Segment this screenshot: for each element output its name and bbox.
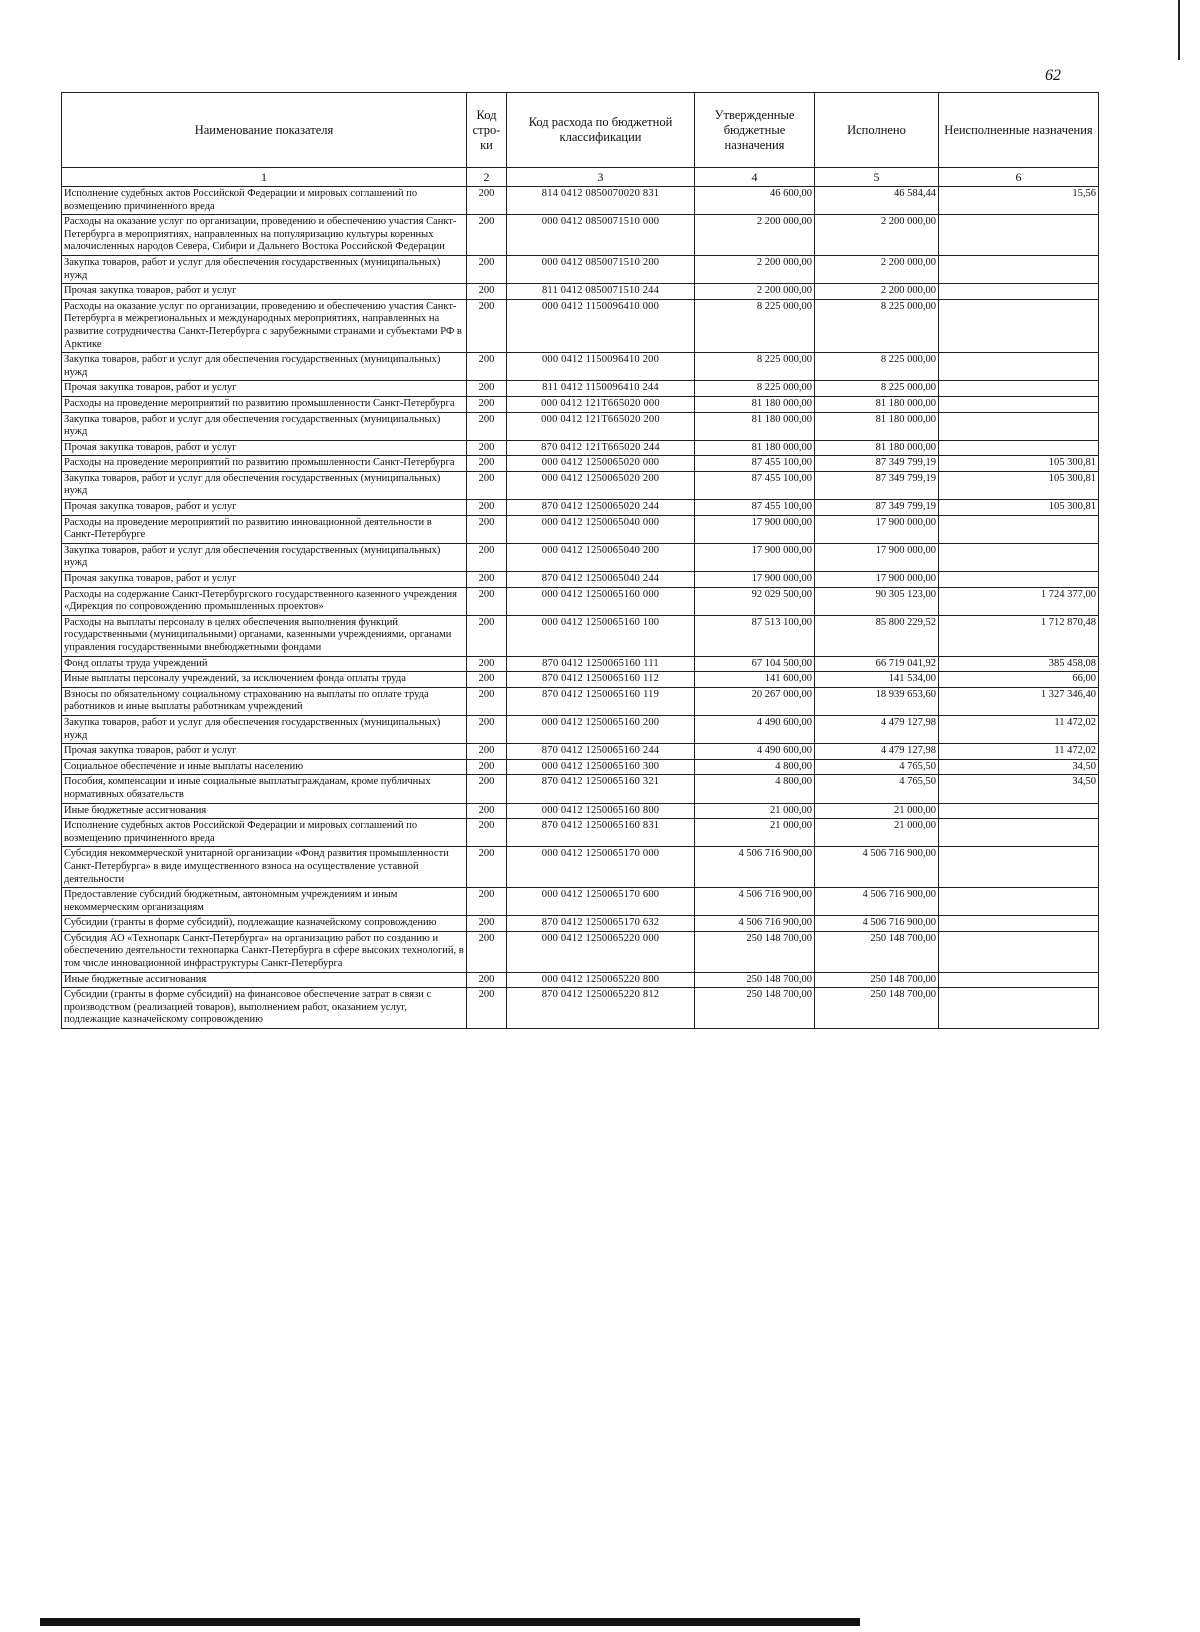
- line-code-cell: 200: [467, 543, 507, 571]
- table-row: [62, 672, 1099, 688]
- indicator-name-cell: Взносы по обязательному социальному страхованию на выплаты по оплате труда работников и иные выплаты работникам учреждений: [62, 687, 467, 715]
- approved-cell: 2 200 000,00: [695, 215, 815, 256]
- executed-cell: 87 349 799,19: [815, 500, 939, 516]
- indicator-name-cell: Закупка товаров, работ и услуг для обеспечения государственных (муниципальных) нужд: [62, 715, 467, 743]
- table-row: [62, 456, 1099, 472]
- approved-cell: 81 180 000,00: [695, 412, 815, 440]
- approved-cell: 4 800,00: [695, 759, 815, 775]
- table-row: [62, 440, 1099, 456]
- approved-cell: 17 900 000,00: [695, 572, 815, 588]
- unexecuted-cell: [939, 543, 1099, 571]
- line-code-cell: 200: [467, 396, 507, 412]
- expense-code-cell: 811 0412 0850071510 244: [507, 284, 695, 300]
- expense-code-cell: 000 0412 1250065160 000: [507, 587, 695, 615]
- header-unexecuted: Неисполненные назначения: [939, 93, 1099, 168]
- column-number: 3: [507, 168, 695, 187]
- table-row: [62, 299, 1099, 352]
- approved-cell: 17 900 000,00: [695, 515, 815, 543]
- approved-cell: 87 455 100,00: [695, 456, 815, 472]
- header-row: [62, 93, 1099, 168]
- table-row: [62, 255, 1099, 283]
- line-code-cell: 200: [467, 572, 507, 588]
- unexecuted-cell: [939, 888, 1099, 916]
- line-code-cell: 200: [467, 759, 507, 775]
- line-code-cell: 200: [467, 381, 507, 397]
- expense-code-cell: 814 0412 0850070020 831: [507, 187, 695, 215]
- table-row: [62, 396, 1099, 412]
- approved-cell: 4 490 600,00: [695, 744, 815, 760]
- executed-cell: 21 000,00: [815, 819, 939, 847]
- table-row: [62, 819, 1099, 847]
- expense-code-cell: 000 0412 1250065170 000: [507, 847, 695, 888]
- line-code-cell: 200: [467, 988, 507, 1029]
- approved-cell: 87 455 100,00: [695, 471, 815, 499]
- table-row: [62, 515, 1099, 543]
- unexecuted-cell: [939, 381, 1099, 397]
- expense-code-cell: 000 0412 1250065040 000: [507, 515, 695, 543]
- header-approved: Утвержденные бюджетные назначения: [695, 93, 815, 168]
- approved-cell: 2 200 000,00: [695, 255, 815, 283]
- table-row: [62, 916, 1099, 932]
- line-code-cell: 200: [467, 744, 507, 760]
- indicator-name-cell: Закупка товаров, работ и услуг для обеспечения государственных (муниципальных) нужд: [62, 353, 467, 381]
- executed-cell: 8 225 000,00: [815, 381, 939, 397]
- line-code-cell: 200: [467, 715, 507, 743]
- expense-code-cell: 870 0412 1250065160 119: [507, 687, 695, 715]
- unexecuted-cell: 15,56: [939, 187, 1099, 215]
- approved-cell: 81 180 000,00: [695, 396, 815, 412]
- expense-code-cell: 870 0412 1250065160 321: [507, 775, 695, 803]
- indicator-name-cell: Фонд оплаты труда учреждений: [62, 656, 467, 672]
- executed-cell: 4 506 716 900,00: [815, 916, 939, 932]
- expense-code-cell: 000 0412 1150096410 000: [507, 299, 695, 352]
- header-line-code: Код стро- ки: [467, 93, 507, 168]
- approved-cell: 20 267 000,00: [695, 687, 815, 715]
- table-row: [62, 972, 1099, 988]
- indicator-name-cell: Иные выплаты персоналу учреждений, за исключением фонда оплаты труда: [62, 672, 467, 688]
- expense-code-cell: 870 0412 1250065160 112: [507, 672, 695, 688]
- unexecuted-cell: 385 458,08: [939, 656, 1099, 672]
- unexecuted-cell: [939, 988, 1099, 1029]
- executed-cell: 87 349 799,19: [815, 456, 939, 472]
- expense-code-cell: 000 0412 1250065020 200: [507, 471, 695, 499]
- table-row: [62, 759, 1099, 775]
- indicator-name-cell: Иные бюджетные ассигнования: [62, 972, 467, 988]
- approved-cell: 87 455 100,00: [695, 500, 815, 516]
- expense-code-cell: 000 0412 1250065160 200: [507, 715, 695, 743]
- executed-cell: 90 305 123,00: [815, 587, 939, 615]
- executed-cell: 17 900 000,00: [815, 543, 939, 571]
- approved-cell: 17 900 000,00: [695, 543, 815, 571]
- table-row: [62, 381, 1099, 397]
- table-row: [62, 353, 1099, 381]
- line-code-cell: 200: [467, 803, 507, 819]
- line-code-cell: 200: [467, 284, 507, 300]
- expense-code-cell: 000 0412 1250065020 000: [507, 456, 695, 472]
- unexecuted-cell: 105 300,81: [939, 471, 1099, 499]
- executed-cell: 8 225 000,00: [815, 299, 939, 352]
- executed-cell: 17 900 000,00: [815, 515, 939, 543]
- indicator-name-cell: Субсидия некоммерческой унитарной организации «Фонд развития промышленности Санкт-Петербурга» в виде имущественного взноса на осуществление уставной деятельности: [62, 847, 467, 888]
- column-number: 6: [939, 168, 1099, 187]
- expense-code-cell: 000 0412 0850071510 200: [507, 255, 695, 283]
- unexecuted-cell: [939, 972, 1099, 988]
- executed-cell: 81 180 000,00: [815, 440, 939, 456]
- table-row: [62, 471, 1099, 499]
- table-row: [62, 988, 1099, 1029]
- line-code-cell: 200: [467, 916, 507, 932]
- indicator-name-cell: Субсидии (гранты в форме субсидий) на финансовое обеспечение затрат в связи с производством (реализацией товаров), выполнением работ, оказанием услуг, подлежащие казначейскому сопровождению: [62, 988, 467, 1029]
- expense-code-cell: 000 0412 1250065220 800: [507, 972, 695, 988]
- unexecuted-cell: 105 300,81: [939, 500, 1099, 516]
- executed-cell: 46 584,44: [815, 187, 939, 215]
- indicator-name-cell: Расходы на содержание Санкт-Петербургского государственного казенного учреждения «Дирекция по сопровождению промышленных проектов»: [62, 587, 467, 615]
- unexecuted-cell: [939, 396, 1099, 412]
- table-row: [62, 656, 1099, 672]
- executed-cell: 18 939 653,60: [815, 687, 939, 715]
- line-code-cell: 200: [467, 515, 507, 543]
- approved-cell: 4 506 716 900,00: [695, 847, 815, 888]
- indicator-name-cell: Расходы на оказание услуг по организации, проведению и обеспечению участия Санкт-Петербурга в мероприятиях, направленных на популяризацию культуры коренных малочисленных народов Севера, Сибири и Дальнего Востока Российской Федерации: [62, 215, 467, 256]
- approved-cell: 4 506 716 900,00: [695, 888, 815, 916]
- table-row: [62, 500, 1099, 516]
- unexecuted-cell: [939, 215, 1099, 256]
- expense-code-cell: 000 0412 1250065040 200: [507, 543, 695, 571]
- indicator-name-cell: Расходы на оказание услуг по организации, проведению и обеспечению участия Санкт-Петербурга в межрегиональных и международных мероприятиях, направленных на развитие сотрудничества Санкт-Петербурга с зарубежными странами и субъектами РФ в Арктике: [62, 299, 467, 352]
- column-number-row: [62, 168, 1099, 187]
- unexecuted-cell: [939, 931, 1099, 972]
- table-row: [62, 775, 1099, 803]
- line-code-cell: 200: [467, 412, 507, 440]
- table-row: [62, 587, 1099, 615]
- expense-code-cell: 870 0412 1250065040 244: [507, 572, 695, 588]
- approved-cell: 46 600,00: [695, 187, 815, 215]
- expense-code-cell: 000 0412 1250065160 100: [507, 615, 695, 656]
- approved-cell: 8 225 000,00: [695, 353, 815, 381]
- header-indicator-name: Наименование показателя: [62, 93, 467, 168]
- unexecuted-cell: [939, 515, 1099, 543]
- indicator-name-cell: Прочая закупка товаров, работ и услуг: [62, 500, 467, 516]
- line-code-cell: 200: [467, 847, 507, 888]
- indicator-name-cell: Исполнение судебных актов Российской Федерации и мировых соглашений по возмещению причиненного вреда: [62, 819, 467, 847]
- executed-cell: 250 148 700,00: [815, 988, 939, 1029]
- table-body: [62, 187, 1099, 1029]
- expense-code-cell: 000 0412 121Т665020 000: [507, 396, 695, 412]
- unexecuted-cell: [939, 353, 1099, 381]
- indicator-name-cell: Прочая закупка товаров, работ и услуг: [62, 440, 467, 456]
- unexecuted-cell: [939, 299, 1099, 352]
- indicator-name-cell: Социальное обеспечение и иные выплаты населению: [62, 759, 467, 775]
- unexecuted-cell: [939, 847, 1099, 888]
- expense-code-cell: 870 0412 1250065220 812: [507, 988, 695, 1029]
- approved-cell: 141 600,00: [695, 672, 815, 688]
- table-row: [62, 615, 1099, 656]
- budget-execution-table: [61, 92, 1099, 1029]
- executed-cell: 85 800 229,52: [815, 615, 939, 656]
- line-code-cell: 200: [467, 775, 507, 803]
- expense-code-cell: 000 0412 1250065170 600: [507, 888, 695, 916]
- line-code-cell: 200: [467, 440, 507, 456]
- expense-code-cell: 870 0412 1250065160 244: [507, 744, 695, 760]
- unexecuted-cell: [939, 819, 1099, 847]
- approved-cell: 67 104 500,00: [695, 656, 815, 672]
- column-number: 1: [62, 168, 467, 187]
- unexecuted-cell: 34,50: [939, 775, 1099, 803]
- executed-cell: 17 900 000,00: [815, 572, 939, 588]
- unexecuted-cell: [939, 916, 1099, 932]
- approved-cell: 2 200 000,00: [695, 284, 815, 300]
- indicator-name-cell: Закупка товаров, работ и услуг для обеспечения государственных (муниципальных) нужд: [62, 471, 467, 499]
- approved-cell: 92 029 500,00: [695, 587, 815, 615]
- unexecuted-cell: [939, 412, 1099, 440]
- table-row: [62, 888, 1099, 916]
- scan-bottom-bar: [40, 1618, 860, 1626]
- executed-cell: 2 200 000,00: [815, 215, 939, 256]
- executed-cell: 4 479 127,98: [815, 744, 939, 760]
- line-code-cell: 200: [467, 255, 507, 283]
- column-number: 5: [815, 168, 939, 187]
- expense-code-cell: 000 0412 1250065160 800: [507, 803, 695, 819]
- table-row: [62, 412, 1099, 440]
- unexecuted-cell: [939, 572, 1099, 588]
- unexecuted-cell: 34,50: [939, 759, 1099, 775]
- line-code-cell: 200: [467, 615, 507, 656]
- indicator-name-cell: Прочая закупка товаров, работ и услуг: [62, 744, 467, 760]
- indicator-name-cell: Закупка товаров, работ и услуг для обеспечения государственных (муниципальных) нужд: [62, 543, 467, 571]
- approved-cell: 87 513 100,00: [695, 615, 815, 656]
- expense-code-cell: 000 0412 1250065160 300: [507, 759, 695, 775]
- expense-code-cell: 870 0412 1250065160 831: [507, 819, 695, 847]
- indicator-name-cell: Расходы на проведение мероприятий по развитию промышленности Санкт-Петербурга: [62, 396, 467, 412]
- table-row: [62, 215, 1099, 256]
- executed-cell: 4 765,50: [815, 775, 939, 803]
- executed-cell: 4 506 716 900,00: [815, 888, 939, 916]
- executed-cell: 4 506 716 900,00: [815, 847, 939, 888]
- approved-cell: 250 148 700,00: [695, 972, 815, 988]
- line-code-cell: 200: [467, 500, 507, 516]
- indicator-name-cell: Исполнение судебных актов Российской Федерации и мировых соглашений по возмещению причиненного вреда: [62, 187, 467, 215]
- approved-cell: 250 148 700,00: [695, 988, 815, 1029]
- indicator-name-cell: Субсидия АО «Технопарк Санкт-Петербурга» на организацию работ по созданию и обеспечению деятельности технопарка Санкт-Петербурга в сфере высоких технологий, в том числе инновационной инфраструктуры Санкт-Петербурга: [62, 931, 467, 972]
- executed-cell: 66 719 041,92: [815, 656, 939, 672]
- line-code-cell: 200: [467, 456, 507, 472]
- line-code-cell: 200: [467, 819, 507, 847]
- approved-cell: 4 506 716 900,00: [695, 916, 815, 932]
- line-code-cell: 200: [467, 353, 507, 381]
- table-row: [62, 572, 1099, 588]
- table-row: [62, 687, 1099, 715]
- scan-edge-line: [1178, 0, 1180, 60]
- unexecuted-cell: 105 300,81: [939, 456, 1099, 472]
- line-code-cell: 200: [467, 672, 507, 688]
- table-row: [62, 931, 1099, 972]
- table-row: [62, 715, 1099, 743]
- indicator-name-cell: Прочая закупка товаров, работ и услуг: [62, 284, 467, 300]
- indicator-name-cell: Закупка товаров, работ и услуг для обеспечения государственных (муниципальных) нужд: [62, 412, 467, 440]
- indicator-name-cell: Расходы на выплаты персоналу в целях обеспечения выполнения функций государственными (муниципальными) органами, казенными учреждениями, органами управления государственными внебюджетными фондами: [62, 615, 467, 656]
- executed-cell: 8 225 000,00: [815, 353, 939, 381]
- expense-code-cell: 000 0412 0850071510 000: [507, 215, 695, 256]
- table-row: [62, 744, 1099, 760]
- approved-cell: 21 000,00: [695, 819, 815, 847]
- unexecuted-cell: [939, 255, 1099, 283]
- indicator-name-cell: Прочая закупка товаров, работ и услуг: [62, 381, 467, 397]
- unexecuted-cell: [939, 440, 1099, 456]
- executed-cell: 4 765,50: [815, 759, 939, 775]
- approved-cell: 4 490 600,00: [695, 715, 815, 743]
- executed-cell: 141 534,00: [815, 672, 939, 688]
- expense-code-cell: 870 0412 1250065020 244: [507, 500, 695, 516]
- expense-code-cell: 000 0412 121Т665020 200: [507, 412, 695, 440]
- line-code-cell: 200: [467, 687, 507, 715]
- expense-code-cell: 000 0412 1250065220 000: [507, 931, 695, 972]
- indicator-name-cell: Иные бюджетные ассигнования: [62, 803, 467, 819]
- line-code-cell: 200: [467, 656, 507, 672]
- approved-cell: 81 180 000,00: [695, 440, 815, 456]
- unexecuted-cell: 11 472,02: [939, 744, 1099, 760]
- header-executed: Исполнено: [815, 93, 939, 168]
- executed-cell: 81 180 000,00: [815, 396, 939, 412]
- indicator-name-cell: Предоставление субсидий бюджетным, автономным учреждениям и иным некоммерческим организациям: [62, 888, 467, 916]
- indicator-name-cell: Расходы на проведение мероприятий по развитию инновационной деятельности в Санкт-Петербурге: [62, 515, 467, 543]
- column-number: 4: [695, 168, 815, 187]
- table-row: [62, 187, 1099, 215]
- expense-code-cell: 870 0412 121Т665020 244: [507, 440, 695, 456]
- executed-cell: 250 148 700,00: [815, 931, 939, 972]
- unexecuted-cell: 66,00: [939, 672, 1099, 688]
- line-code-cell: 200: [467, 931, 507, 972]
- approved-cell: 8 225 000,00: [695, 381, 815, 397]
- expense-code-cell: 870 0412 1250065170 632: [507, 916, 695, 932]
- approved-cell: 4 800,00: [695, 775, 815, 803]
- executed-cell: 87 349 799,19: [815, 471, 939, 499]
- expense-code-cell: 811 0412 1150096410 244: [507, 381, 695, 397]
- table-row: [62, 284, 1099, 300]
- line-code-cell: 200: [467, 972, 507, 988]
- table-row: [62, 847, 1099, 888]
- executed-cell: 2 200 000,00: [815, 255, 939, 283]
- expense-code-cell: 000 0412 1150096410 200: [507, 353, 695, 381]
- indicator-name-cell: Субсидии (гранты в форме субсидий), подлежащие казначейскому сопровождению: [62, 916, 467, 932]
- approved-cell: 21 000,00: [695, 803, 815, 819]
- executed-cell: 2 200 000,00: [815, 284, 939, 300]
- unexecuted-cell: 11 472,02: [939, 715, 1099, 743]
- table-row: [62, 543, 1099, 571]
- executed-cell: 81 180 000,00: [815, 412, 939, 440]
- unexecuted-cell: 1 724 377,00: [939, 587, 1099, 615]
- line-code-cell: 200: [467, 587, 507, 615]
- executed-cell: 21 000,00: [815, 803, 939, 819]
- unexecuted-cell: [939, 803, 1099, 819]
- approved-cell: 250 148 700,00: [695, 931, 815, 972]
- line-code-cell: 200: [467, 471, 507, 499]
- indicator-name-cell: Прочая закупка товаров, работ и услуг: [62, 572, 467, 588]
- executed-cell: 4 479 127,98: [815, 715, 939, 743]
- column-number: 2: [467, 168, 507, 187]
- executed-cell: 250 148 700,00: [815, 972, 939, 988]
- unexecuted-cell: 1 712 870,48: [939, 615, 1099, 656]
- unexecuted-cell: 1 327 346,40: [939, 687, 1099, 715]
- unexecuted-cell: [939, 284, 1099, 300]
- line-code-cell: 200: [467, 888, 507, 916]
- indicator-name-cell: Пособия, компенсации и иные социальные выплатыгражданам, кроме публичных нормативных обязательств: [62, 775, 467, 803]
- header-expense-code: Код расхода по бюджетной классификации: [507, 93, 695, 168]
- line-code-cell: 200: [467, 215, 507, 256]
- line-code-cell: 200: [467, 299, 507, 352]
- table-row: [62, 803, 1099, 819]
- line-code-cell: 200: [467, 187, 507, 215]
- page-number: 62: [1045, 67, 1061, 84]
- indicator-name-cell: Закупка товаров, работ и услуг для обеспечения государственных (муниципальных) нужд: [62, 255, 467, 283]
- indicator-name-cell: Расходы на проведение мероприятий по развитию промышленности Санкт-Петербурга: [62, 456, 467, 472]
- approved-cell: 8 225 000,00: [695, 299, 815, 352]
- expense-code-cell: 870 0412 1250065160 111: [507, 656, 695, 672]
